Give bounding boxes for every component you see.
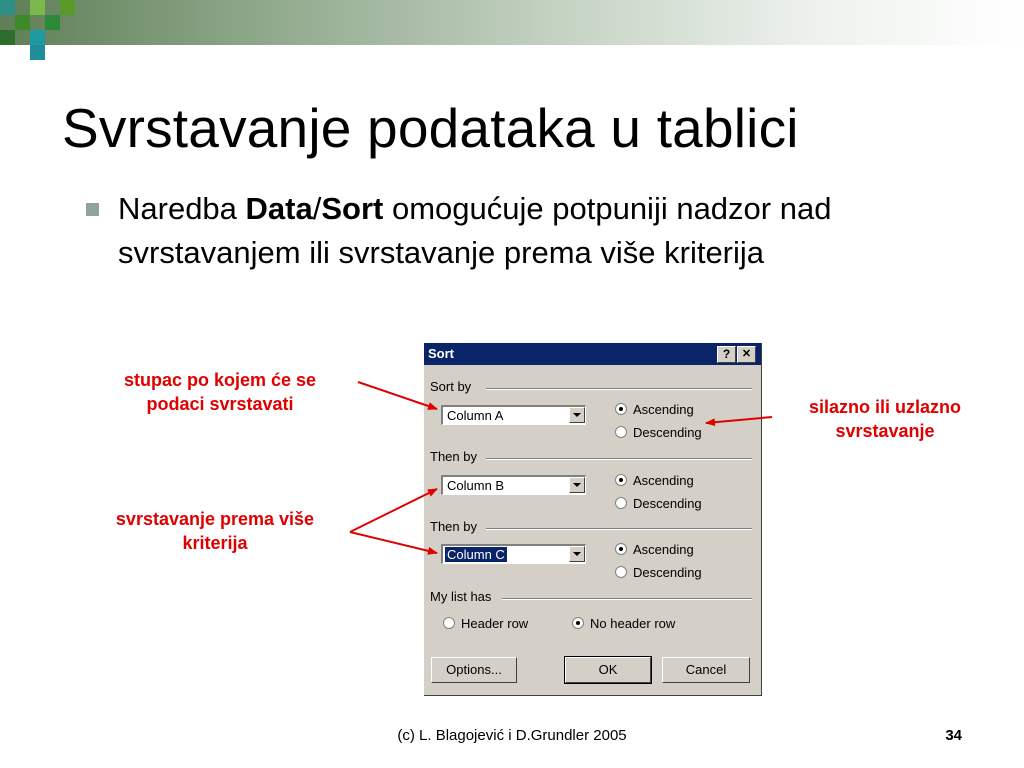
dialog-title: Sort <box>428 346 454 361</box>
then-by-2-ascending-label: Ascending <box>633 542 694 557</box>
bullet-prefix: Naredba <box>118 191 246 226</box>
sort-by-value: Column A <box>447 408 504 423</box>
then-by-1-value: Column B <box>447 478 505 493</box>
annotation-sort-column: stupac po kojem će se podaci svrstavati <box>123 370 317 414</box>
sort-by-label: Sort by <box>430 379 472 394</box>
arrow-to-asc-desc <box>706 417 772 423</box>
options-button[interactable]: Options... <box>431 657 517 683</box>
then-by-2-value: Column C <box>447 547 505 562</box>
annotation-asc-desc: silazno ili uzlazno svrstavanje <box>808 397 961 441</box>
my-list-has-label: My list has <box>430 589 492 604</box>
no-header-row-label: No header row <box>590 616 676 631</box>
bullet-bold-sort: Sort <box>321 191 384 226</box>
close-button[interactable]: ✕ <box>737 346 756 363</box>
sort-by-ascending-label: Ascending <box>633 402 694 417</box>
header-row-label: Header row <box>461 616 529 631</box>
then-by-1-label: Then by <box>430 449 477 464</box>
ok-button[interactable]: OK <box>565 657 651 683</box>
footer-copyright: (c) L. Blagojević i D.Grundler 2005 <box>397 727 627 744</box>
arrow-to-then-by-1 <box>350 489 437 532</box>
page-number: 34 <box>945 727 962 744</box>
arrow-to-sort-by <box>358 382 437 409</box>
bullet-slash: / <box>312 191 322 226</box>
sort-by-descending-label: Descending <box>633 425 702 440</box>
bullet-bold-data: Data <box>245 191 313 226</box>
cancel-button[interactable]: Cancel <box>662 657 750 683</box>
then-by-2-label: Then by <box>430 519 477 534</box>
then-by-2-descending-label: Descending <box>633 565 702 580</box>
help-button[interactable]: ? <box>717 346 736 363</box>
bullet-suffix: omogućuje potpuniji nadzor nad svrstavanjem ili svrstavanje prema više kriterija <box>118 191 832 270</box>
slide-title: Svrstavanje podataka u tablici <box>62 97 799 159</box>
arrow-to-then-by-2 <box>350 532 437 553</box>
annotation-multiple-criteria: svrstavanje prema više kriterija <box>115 509 315 553</box>
then-by-1-ascending-label: Ascending <box>633 473 694 488</box>
then-by-1-descending-label: Descending <box>633 496 702 511</box>
